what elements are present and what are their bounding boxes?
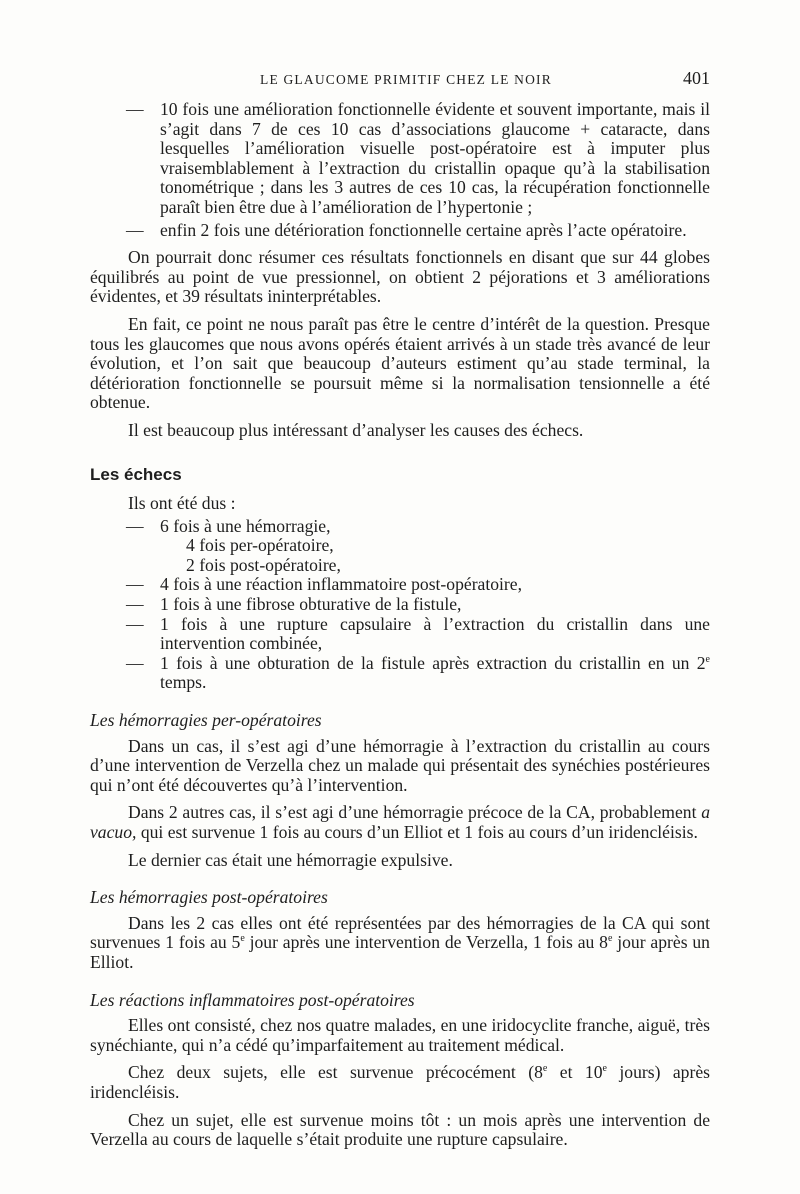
list-item	[90, 595, 710, 615]
list-item	[90, 517, 710, 537]
list-item-text: 6 fois à une hémorragie,	[160, 515, 331, 536]
list-dash: —	[126, 99, 144, 119]
running-title: LE GLAUCOME PRIMITIF CHEZ LE NOIR	[260, 72, 552, 87]
list-dash: —	[126, 219, 144, 240]
text-run: jour après une intervention de Verzella, 1 fois au 8	[244, 932, 608, 953]
paragraph: Il est beaucoup plus intéressant d’analyser les causes des échecs.	[128, 419, 584, 440]
list-item-text	[160, 653, 710, 693]
echecs-intro: Ils ont été dus :	[128, 493, 236, 514]
paragraph	[90, 914, 710, 973]
subsection-heading-reactions: Les réactions inflammatoires post-opératoires	[90, 989, 415, 1010]
list-item	[90, 654, 710, 693]
text-run: Dans 2 autres cas, il s’est agi d’une hémorragie précoce de la CA, probablement	[128, 802, 702, 823]
list-dash: —	[126, 613, 144, 634]
paragraph: Elles ont consisté, chez nos quatre malades, en une iridocyclite franche, aiguë, très synéchiante, qui n’a cédé qu’imparfaitement au traitement médical.	[90, 1015, 710, 1055]
text-run: qui est survenue 1 fois au cours d’un Elliot et 1 fois au cours d’un iridencléisis.	[136, 822, 698, 842]
page-number: 401	[683, 68, 710, 88]
list-dash: —	[126, 515, 144, 536]
text-run: jours) après iridencléisis.	[90, 1062, 710, 1102]
text-run: Chez deux sujets, elle est survenue précocément (8	[128, 1062, 543, 1083]
text-run: 1 fois à une obturation de la fistule après extraction du cristallin en un 2	[160, 652, 706, 673]
page-body	[90, 100, 710, 1150]
paragraph: On pourrait donc résumer ces résultats fonctionnels en disant que sur 44 globes équilibrés au point de vue pressionnel, on obtient 2 péjorations et 3 améliorations évidentes, et 39 résultats ininterprétables.	[90, 247, 710, 307]
list-dash: —	[126, 574, 144, 595]
section-heading-echecs: Les échecs	[90, 464, 182, 484]
text-run: et 10	[547, 1062, 603, 1083]
paragraph	[90, 803, 710, 842]
list-item-text: 10 fois une amélioration fonctionnelle évidente et souvent importante, mais il s’agit dans 7 de ces 10 cas d’associations glaucome + cataracte, dans lesquelles l’amélioration visuelle post-opératoire est à imputer plus vraisemblablement à l’extraction du cristallin opaque qu’à la stabilisation tonométrique ; dans les 3 autres de ces 10 cas, la récupération fonctionnelle paraît bien être due à l’amélioration de l’hypertonie ;	[160, 99, 710, 217]
paragraph: En fait, ce point ne nous paraît pas être le centre d’intérêt de la question. Presque tous les glaucomes que nous avons opérés étaient arrivés à un stade très avancé de leur évolution, et l’on sait que beaucoup d’auteurs estiment qu’au stade terminal, la détérioration fonctionnelle se poursuit même si la normalisation tensionnelle a été obtenue.	[90, 313, 710, 413]
list-item	[90, 575, 710, 595]
emphasis: a vacuo,	[90, 802, 710, 842]
list-item	[90, 100, 710, 218]
subsection-heading-post-op: Les hémorragies post-opératoires	[90, 887, 328, 908]
superscript: e	[607, 933, 613, 945]
list-item-text: 4 fois à une réaction inflammatoire post-opératoire,	[160, 574, 523, 595]
list-dash: —	[126, 652, 144, 673]
superscript: e	[542, 1063, 548, 1075]
superscript: e	[240, 933, 245, 945]
paragraph: Chez un sujet, elle est survenue moins tôt : un mois après une intervention de Verzella au cours de laquelle s’était produite une rupture capsulaire.	[90, 1109, 710, 1150]
superscript: e	[602, 1063, 607, 1075]
paragraph: Le dernier cas était une hémorragie expulsive.	[128, 849, 453, 870]
superscript: e	[705, 653, 710, 665]
sub-list-item: 2 fois post-opératoire,	[186, 554, 341, 575]
subsection-heading-per-op: Les hémorragies per-opératoires	[90, 710, 322, 731]
list-item	[90, 221, 710, 241]
text-run: temps.	[160, 672, 207, 693]
list-dash: —	[126, 594, 144, 615]
list-item	[90, 615, 710, 654]
paragraph	[90, 1063, 710, 1102]
list-item-text: 1 fois à une rupture capsulaire à l’extraction du cristallin dans une intervention combinée,	[160, 613, 710, 654]
text-run: Dans les 2 cas elles ont été représentées par des hémorragies de la CA qui sont survenues 1 fois au 5	[90, 912, 710, 953]
paragraph: Dans un cas, il s’est agi d’une hémorragie à l’extraction du cristallin au cours d’une intervention de Verzella chez un malade qui présentait des synéchies postérieures qui n’ont été découvertes qu’à l’intervention.	[90, 735, 710, 795]
page-header	[90, 70, 710, 92]
list-item-text: 1 fois à une fibrose obturative de la fistule,	[160, 594, 462, 615]
sub-list-item: 4 fois per-opératoire,	[186, 535, 334, 556]
text-run: jour après un Elliot.	[90, 932, 710, 972]
list-item-text: enfin 2 fois une détérioration fonctionnelle certaine après l’acte opératoire.	[160, 219, 687, 240]
